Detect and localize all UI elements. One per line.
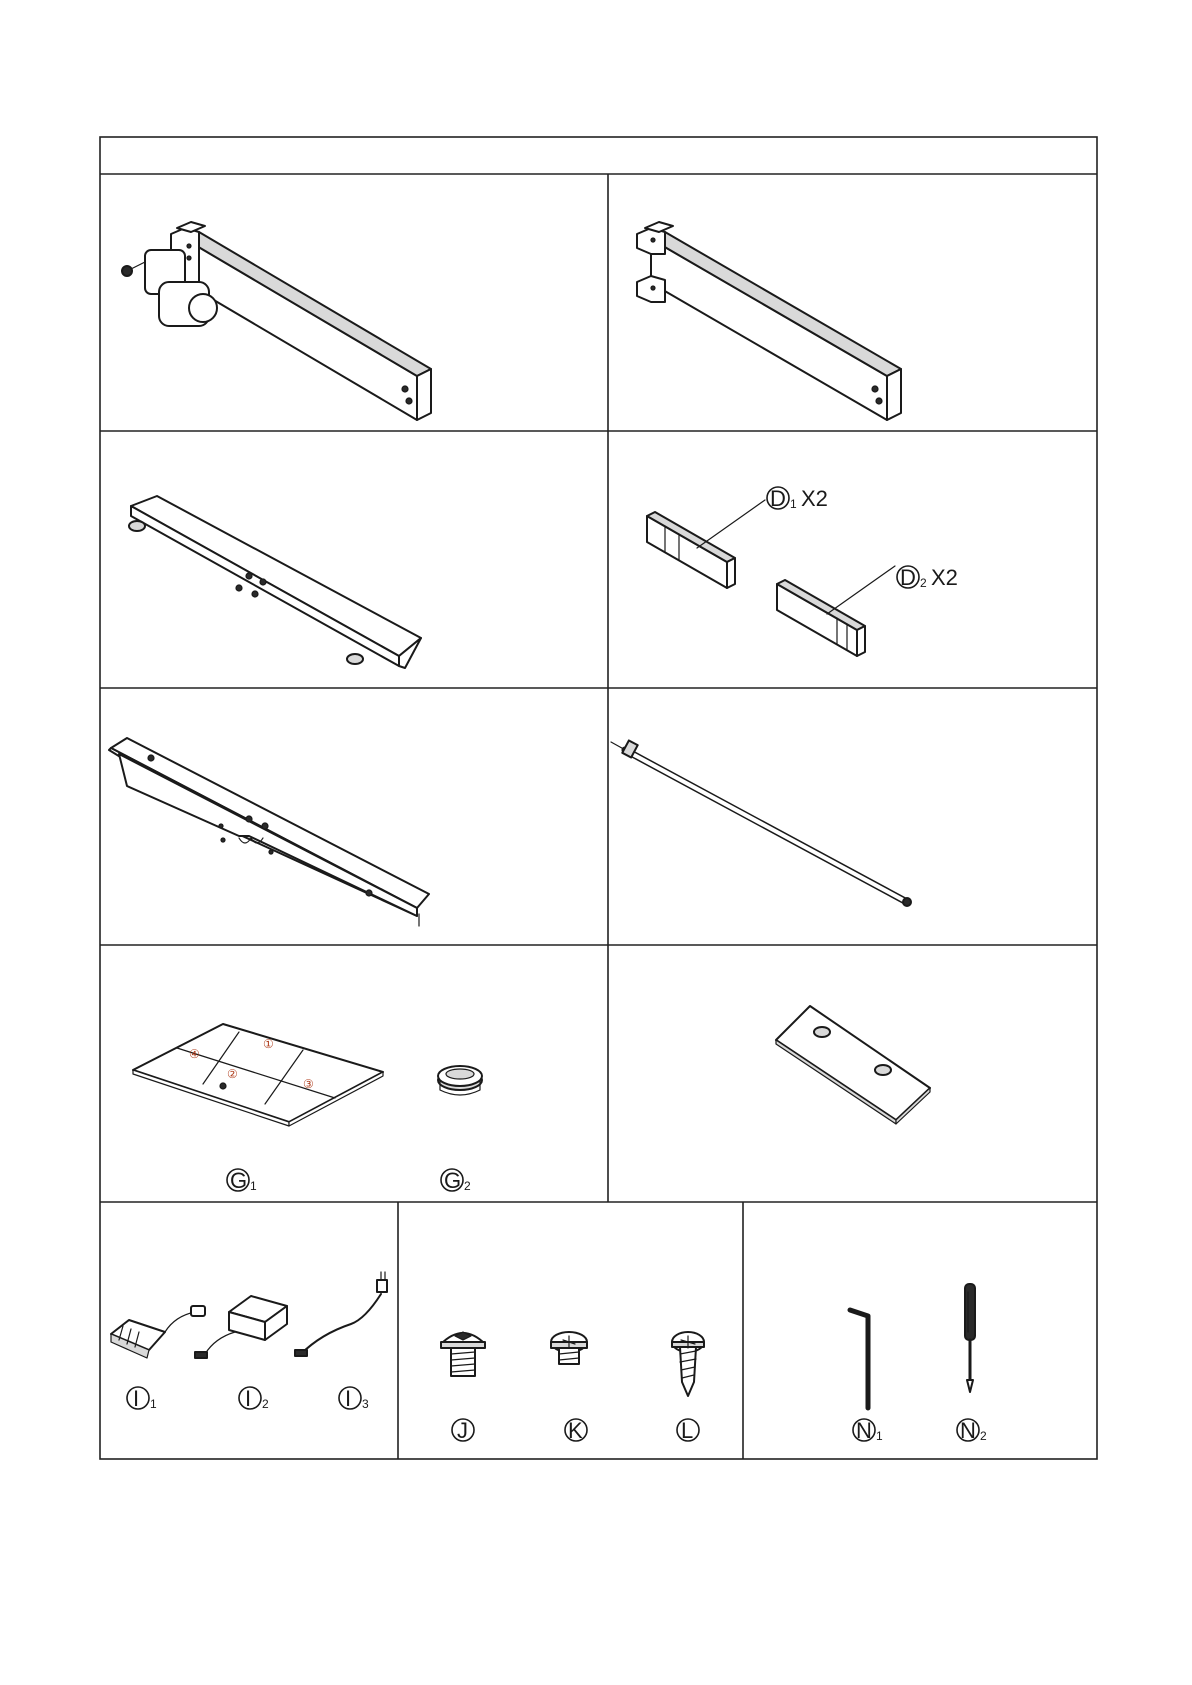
part-label-n2 <box>957 1418 987 1443</box>
wood-screw-l-drawing <box>672 1332 704 1396</box>
drive-rod-drawing <box>611 740 911 906</box>
part-quantity: X2 <box>801 486 828 511</box>
panel-number: ④ <box>189 1047 200 1061</box>
panel-number: ② <box>227 1067 238 1081</box>
part-subscript: 2 <box>464 1179 471 1193</box>
part-letter: D <box>900 565 916 590</box>
part-subscript: 1 <box>150 1397 157 1411</box>
screwdriver-drawing <box>965 1284 975 1392</box>
part-label-d2 <box>897 565 958 590</box>
part-subscript: 3 <box>362 1397 369 1411</box>
part-label-d1 <box>767 486 828 511</box>
part-label-g2 <box>441 1168 471 1193</box>
panel-number: ③ <box>303 1077 314 1091</box>
power-cord-drawing <box>295 1272 387 1356</box>
cable-grommet-drawing <box>438 1066 482 1095</box>
part-label-n1 <box>853 1418 883 1443</box>
part-label-k <box>565 1418 587 1443</box>
part-label-i1 <box>127 1386 157 1411</box>
part-label-i2 <box>239 1386 269 1411</box>
part-letter: I <box>345 1386 352 1411</box>
top-bracket-drawing <box>109 738 429 926</box>
part-letter: N <box>856 1418 872 1443</box>
connector-plate-drawing <box>776 1006 930 1124</box>
part-label-j <box>452 1418 474 1443</box>
part-subscript: 2 <box>980 1429 987 1443</box>
part-letter: J <box>457 1418 468 1443</box>
screw-k-drawing <box>551 1332 587 1364</box>
leg-column-with-motor-drawing <box>122 222 431 420</box>
panel-number: ① <box>263 1037 274 1051</box>
control-handset-drawing <box>111 1306 205 1358</box>
part-subscript: 1 <box>790 497 797 511</box>
cross-beam-drawing <box>647 500 895 656</box>
part-label-g1 <box>227 1168 257 1193</box>
foot-drawing <box>129 496 421 668</box>
leg-column-drawing <box>637 222 901 420</box>
part-letter: K <box>568 1418 583 1443</box>
part-subscript: 1 <box>250 1179 257 1193</box>
part-letter: G <box>444 1168 462 1193</box>
part-label-i3 <box>339 1386 369 1411</box>
part-subscript: 2 <box>262 1397 269 1411</box>
part-letter: I <box>133 1386 140 1411</box>
part-letter: D <box>770 486 786 511</box>
part-letter: N <box>960 1418 976 1443</box>
power-adapter-drawing <box>195 1296 287 1358</box>
mounting-plate-panels-drawing <box>133 1024 383 1126</box>
part-label-l <box>677 1418 699 1443</box>
bolt-j-drawing <box>441 1332 485 1376</box>
part-subscript: 1 <box>876 1429 883 1443</box>
allen-key-drawing <box>850 1310 868 1408</box>
part-quantity: X2 <box>931 565 958 590</box>
part-subscript: 2 <box>920 576 927 590</box>
part-letter: L <box>681 1418 694 1443</box>
table-grid <box>100 137 1097 1459</box>
part-letter: I <box>245 1386 252 1411</box>
part-letter: G <box>230 1168 248 1193</box>
parts-table <box>99 136 1098 1460</box>
